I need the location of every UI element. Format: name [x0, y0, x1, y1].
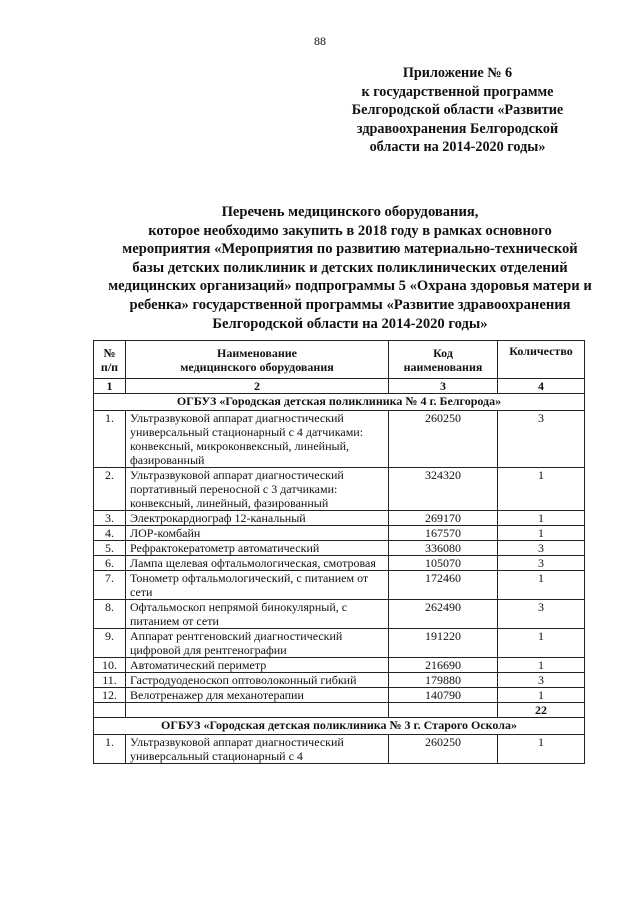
row-number: 10. — [94, 658, 126, 673]
header-qty: Количество — [498, 341, 585, 379]
row-number: 1. — [94, 411, 126, 468]
equipment-code: 260250 — [389, 735, 498, 764]
table-row — [94, 735, 585, 764]
equipment-code: 140790 — [389, 688, 498, 703]
appendix-line: области на 2014-2020 годы» — [369, 139, 546, 156]
row-number: 9. — [94, 629, 126, 658]
equipment-name: Гастродуоденоскоп оптоволоконный гибкий — [126, 673, 389, 688]
title-line: базы детских поликлиник и детских поликлинических отделений — [132, 259, 568, 276]
equipment-name: Лампа щелевая офтальмологическая, смотровая — [126, 556, 389, 571]
row-number: 2. — [94, 468, 126, 511]
row-number: 3. — [94, 511, 126, 526]
organization-row — [94, 394, 585, 411]
equipment-name: Офтальмоскоп непрямой бинокулярный, с питанием от сети — [126, 600, 389, 629]
title-line: Белгородской области на 2014-2020 годы» — [212, 315, 488, 332]
equipment-name: Ультразвуковой аппарат диагностический универсальный стационарный с 4 — [126, 735, 389, 764]
row-number: 12. — [94, 688, 126, 703]
equipment-quantity: 1 — [498, 468, 585, 511]
appendix-line: к государственной программе — [361, 83, 554, 100]
table-row — [94, 673, 585, 688]
title-line: Перечень медицинского оборудования, — [221, 204, 479, 220]
appendix-line: Приложение № 6 — [402, 65, 513, 81]
table-row — [94, 571, 585, 600]
equipment-quantity: 1 — [498, 571, 585, 600]
appendix-line: здравоохранения Белгородской — [356, 120, 559, 137]
table-row — [94, 541, 585, 556]
equipment-quantity: 3 — [498, 673, 585, 688]
row-number: 4. — [94, 526, 126, 541]
appendix-line: Белгородской области «Развитие — [351, 102, 564, 119]
organization-row — [94, 718, 585, 735]
equipment-code: 336080 — [389, 541, 498, 556]
equipment-code: 191220 — [389, 629, 498, 658]
table-row — [94, 629, 585, 658]
equipment-code: 179880 — [389, 673, 498, 688]
row-number: 6. — [94, 556, 126, 571]
equipment-name: Ультразвуковой аппарат диагностический портативный переносной с 3 датчиками: конвексный, линейный, фазированный — [126, 468, 389, 511]
appendix-heading — [330, 64, 585, 157]
title-line: мероприятия «Мероприятия по развитию материально-технической — [122, 241, 578, 258]
equipment-name: Аппарат рентгеновский диагностический цифровой для рентгенографии — [126, 629, 389, 658]
equipment-quantity: 3 — [498, 411, 585, 468]
header-num: № п/п — [94, 341, 126, 379]
equipment-code: 269170 — [389, 511, 498, 526]
equipment-name: Автоматический периметр — [126, 658, 389, 673]
table-header-row — [94, 341, 585, 379]
equipment-code: 167570 — [389, 526, 498, 541]
equipment-quantity: 1 — [498, 658, 585, 673]
title-line: которое необходимо закупить в 2018 году в рамках основного — [148, 222, 552, 239]
equipment-code: 105070 — [389, 556, 498, 571]
table-row — [94, 468, 585, 511]
equipment-quantity: 1 — [498, 629, 585, 658]
title-line: медицинских организаций» подпрограммы 5 «Охрана здоровья матери и — [108, 278, 592, 295]
header-name: Наименование медицинского оборудования — [126, 341, 389, 379]
table-row — [94, 688, 585, 703]
equipment-code: 324320 — [389, 468, 498, 511]
equipment-code: 216690 — [389, 658, 498, 673]
organization-name: ОГБУЗ «Городская детская поликлиника № 4 г. Белгорода» — [94, 394, 585, 411]
equipment-name: Ультразвуковой аппарат диагностический универсальный стационарный с 4 датчиками: конвексный, микроконвексный, линейный, фазированный — [126, 411, 389, 468]
header-code: Код наименования — [389, 341, 498, 379]
total-row — [94, 703, 585, 718]
row-number: 8. — [94, 600, 126, 629]
equipment-code: 172460 — [389, 571, 498, 600]
equipment-quantity: 3 — [498, 541, 585, 556]
equipment-quantity: 1 — [498, 526, 585, 541]
organization-name: ОГБУЗ «Городская детская поликлиника № 3 г. Старого Оскола» — [94, 718, 585, 735]
column-index: 3 — [389, 379, 498, 394]
title-line: ребенка» государственной программы «Развитие здравоохранения — [129, 296, 571, 313]
total-quantity: 22 — [498, 703, 585, 718]
equipment-table — [93, 340, 585, 764]
column-index: 1 — [94, 379, 126, 394]
column-index: 2 — [126, 379, 389, 394]
equipment-quantity: 3 — [498, 600, 585, 629]
table-row — [94, 411, 585, 468]
equipment-name: Велотренажер для механотерапии — [126, 688, 389, 703]
equipment-name: Тонометр офтальмологический, с питанием от сети — [126, 571, 389, 600]
row-number: 11. — [94, 673, 126, 688]
equipment-name: ЛОР-комбайн — [126, 526, 389, 541]
table-row — [94, 658, 585, 673]
document-title — [80, 203, 620, 333]
equipment-code: 260250 — [389, 411, 498, 468]
equipment-quantity: 1 — [498, 688, 585, 703]
row-number: 7. — [94, 571, 126, 600]
equipment-quantity: 1 — [498, 735, 585, 764]
table-row — [94, 526, 585, 541]
equipment-quantity: 1 — [498, 511, 585, 526]
column-index: 4 — [498, 379, 585, 394]
column-index-row — [94, 379, 585, 394]
table-row — [94, 600, 585, 629]
equipment-name: Рефрактокератометр автоматический — [126, 541, 389, 556]
table-row — [94, 511, 585, 526]
page-number: 88 — [314, 34, 326, 48]
equipment-code: 262490 — [389, 600, 498, 629]
equipment-name: Электрокардиограф 12-канальный — [126, 511, 389, 526]
equipment-quantity: 3 — [498, 556, 585, 571]
table-row — [94, 556, 585, 571]
row-number: 5. — [94, 541, 126, 556]
row-number: 1. — [94, 735, 126, 764]
